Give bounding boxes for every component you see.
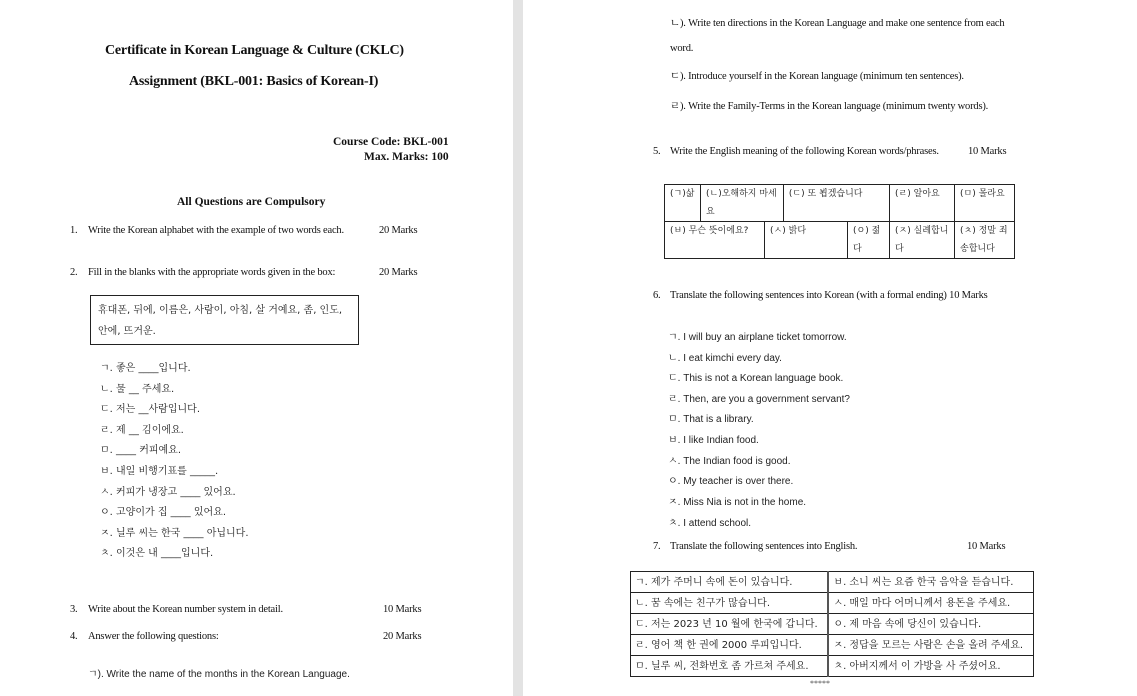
document-page-left (0, 0, 513, 696)
translation-cell: ㄴ. 꿈 속에는 친구가 많습니다. (631, 593, 829, 614)
question-7-text: Translate the following sentences into English. (670, 541, 858, 552)
translation-cell: ㅊ. 아버지께서 이 가방을 사 주셨어요. (828, 656, 1033, 677)
fill-blank-item: ㅁ. ____ 커피예요. (100, 445, 182, 456)
fill-blank-item: ㄴ. 물 __ 주세요. (100, 384, 175, 395)
translation-cell: ㅅ. 매일 마다 어머니께서 용돈을 주세요. (828, 593, 1033, 614)
translation-table (630, 571, 1034, 677)
question-6-text: Translate the following sentences into Korean (with a formal ending) 10 Marks (670, 290, 988, 301)
translation-cell: ㄱ. 제가 주머니 속에 돈이 있습니다. (631, 572, 829, 593)
translation-cell: ㅂ. 소니 씨는 요즘 한국 음악을 듣습니다. (828, 572, 1033, 593)
vocab-cell: (ㅈ) 실례합니다 (890, 222, 955, 259)
fill-blank-item: ㄹ. 제 __ 김이에요. (100, 425, 184, 436)
question-2-number: 2. (70, 267, 78, 278)
vocab-cell: (ㄴ)오해하지 마세요 (701, 185, 784, 222)
vocab-cell: (ㅁ) 몰라요 (955, 185, 1015, 222)
end-of-document-mark: ***** (810, 679, 830, 688)
fill-blank-item: ㄱ. 좋은 ____입니다. (100, 363, 191, 374)
translation-cell: ㄷ. 저는 2023 년 10 월에 한국에 갑니다. (631, 614, 829, 635)
word-bank-line-2: 안에, 뜨거운. (98, 326, 156, 337)
question-1-number: 1. (70, 225, 78, 236)
question-2-marks: 20 Marks (379, 267, 418, 278)
question-4-sub-c: ㄷ). Introduce yourself in the Korean language (minimum ten sentences). (670, 71, 964, 82)
question-4-marks: 20 Marks (383, 631, 422, 642)
vocab-cell: (ㅅ) 밝다 (765, 222, 848, 259)
question-4-sub-d: ㄹ). Write the Family-Terms in the Korean language (minimum twenty words). (670, 101, 989, 112)
fill-blank-item: ㅊ. 이것은 내 ____입니다. (100, 548, 214, 559)
vocabulary-table (664, 184, 1015, 259)
document-page-right (523, 0, 1137, 696)
question-5-marks: 10 Marks (968, 146, 1007, 157)
fill-blank-item: ㅅ. 커피가 냉장고 ____ 있어요. (100, 487, 236, 498)
compulsory-heading: All Questions are Compulsory (177, 196, 326, 208)
fill-blank-item: ㅂ. 내일 비행기표를 _____. (100, 466, 219, 477)
question-6-number: 6. (653, 290, 661, 301)
vocab-cell: (ㄱ)삶 (665, 185, 701, 222)
translate-item: ㅈ. Miss Nia is not in the home. (668, 497, 807, 508)
question-3-number: 3. (70, 604, 78, 615)
translate-item: ㅁ. That is a library. (668, 414, 754, 425)
fill-blank-item: ㅈ. 닐루 씨는 한국 ____ 아닙니다. (100, 528, 249, 539)
question-4-sub-a: ㄱ). Write the name of the months in the Korean Language. (88, 669, 350, 680)
vocab-cell: (ㄹ) 알아요 (890, 185, 955, 222)
translation-cell: ㅁ. 닐루 씨, 전화번호 좀 가르쳐 주세요. (631, 656, 829, 677)
assignment-title: Assignment (BKL-001: Basics of Korean-I) (129, 74, 379, 89)
table-row (665, 185, 1015, 222)
vocab-cell: (ㅂ) 무슨 뜻이에요? (665, 222, 765, 259)
question-4-number: 4. (70, 631, 78, 642)
course-code: Course Code: BKL-001 (333, 136, 449, 148)
table-row (631, 593, 1034, 614)
table-row (631, 635, 1034, 656)
translation-cell: ㅇ. 제 마음 속에 당신이 있습니다. (828, 614, 1033, 635)
question-7-number: 7. (653, 541, 661, 552)
vocab-cell: (ㄷ) 또 뵙겠습니다 (783, 185, 889, 222)
translate-item: ㄷ. This is not a Korean language book. (668, 373, 844, 384)
fill-blank-item: ㄷ. 저는 __사람입니다. (100, 404, 200, 415)
question-1-marks: 20 Marks (379, 225, 418, 236)
translation-cell: ㅈ. 정답을 모르는 사람은 손을 올려 주세요. (828, 635, 1033, 656)
table-row (631, 656, 1034, 677)
document-title: Certificate in Korean Language & Culture (CKLC) (105, 43, 404, 58)
translation-cell: ㄹ. 영어 책 한 권에 2000 루피입니다. (631, 635, 829, 656)
question-4-text: Answer the following questions: (88, 631, 219, 642)
question-5-text: Write the English meaning of the following Korean words/phrases. (670, 146, 939, 157)
question-3-text: Write about the Korean number system in detail. (88, 604, 283, 615)
word-bank-box (90, 295, 359, 345)
page-gutter (513, 0, 523, 696)
translate-item: ㄴ. I eat kimchi every day. (668, 353, 782, 364)
translate-item: ㄹ. Then, are you a government servant? (668, 394, 850, 405)
question-1-text: Write the Korean alphabet with the example of two words each. (88, 225, 344, 236)
table-row (631, 614, 1034, 635)
translate-item: ㅊ. I attend school. (668, 518, 752, 529)
question-7-marks: 10 Marks (967, 541, 1006, 552)
question-4-sub-b-line-1: ㄴ). Write ten directions in the Korean Language and make one sentence from each (670, 18, 1005, 29)
question-4-sub-b-line-2: word. (670, 43, 694, 54)
word-bank-line-1: 휴대폰, 뒤에, 이름은, 사람이, 아침, 살 거예요, 좀, 인도, (98, 305, 343, 316)
fill-blank-item: ㅇ. 고양이가 집 ____ 있어요. (100, 507, 227, 518)
table-row (631, 572, 1034, 593)
translate-item: ㅇ. My teacher is over there. (668, 476, 794, 487)
max-marks: Max. Marks: 100 (364, 151, 449, 163)
question-3-marks: 10 Marks (383, 604, 422, 615)
translate-item: ㅂ. I like Indian food. (668, 435, 759, 446)
question-2-text: Fill in the blanks with the appropriate words given in the box: (88, 267, 336, 278)
translate-item: ㄱ. I will buy an airplane ticket tomorrow. (668, 332, 847, 343)
translate-item: ㅅ. The Indian food is good. (668, 456, 791, 467)
question-5-number: 5. (653, 146, 661, 157)
table-row (665, 222, 1015, 259)
vocab-cell: (ㅊ) 정말 죄송합니다 (955, 222, 1015, 259)
vocab-cell: (ㅇ) 젊다 (848, 222, 890, 259)
